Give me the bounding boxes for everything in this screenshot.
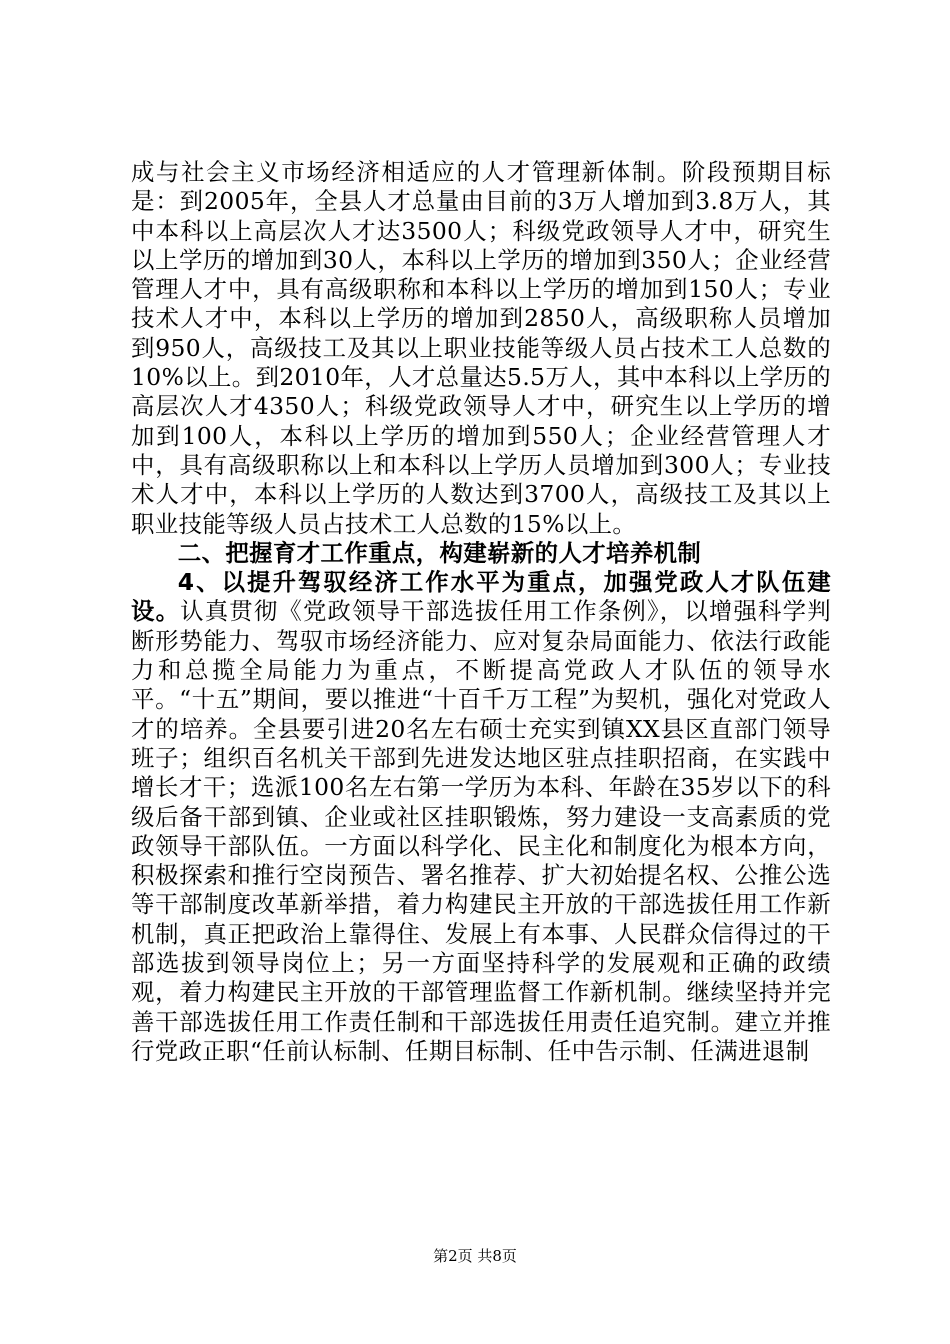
section-heading: 二、把握育才工作重点，构建崭新的人才培养机制: [177, 538, 702, 567]
paragraph-lead-heading: 4、以提升驾驭经济工作水平为重点，加强党政人才队伍建设。: [131, 568, 831, 626]
body-paragraph: 成与社会主义市场经济相适应的人才管理新体制。阶段预期目标是：到2005年，全县人才总量由目前的3万人增加到3.8万人，其中本科以上高层次人才达3500人；科级党政领导人才中，研究生以上学历的增加到30人，本科以上学历的增加到350人；企业经营管理人才中，具有高级职称和本科以上学历的增加到150人；专业技术人才中，本科以上学历的增加到2850人，高级职称人员增加到950人，高级技工及其以上职业技能等级人员占技术工人总数的10%以上。到2010年，人才总量达5.5万人，其中本科以上学历的高层次人才4350人；科级党政领导人才中，研究生以上学历的增加到100人，本科以上学历的增加到550人；企业经营管理人才中，具有高级职称以上和本科以上学历人员增加到300人；专业技术人才中，本科以上学历的人数达到3700人，高级技工及其以上职业技能等级人员占技术工人总数的15%以上。: [131, 158, 831, 538]
paragraph-body-text: 认真贯彻《党政领导干部选拔任用工作条例》，以增强科学判断形势能力、驾驭市场经济能力、应对复杂局面能力、依法行政能力和总揽全局能力为重点，不断提高党政人才队伍的领导水平。“十五”期间，要以推进“十百千万工程”为契机，强化对党政人才的培养。全县要引进20名左右硕士充实到镇XX县区直部门领导班子；组织百名机关干部到先进发达地区驻点挂职招商，在实践中增长才干；选派100名左右第一学历为本科、年龄在35岁以下的科级后备干部到镇、企业或社区挂职锻炼，努力建设一支高素质的党政领导干部队伍。一方面以科学化、民主化和制度化为根本方向，积极探索和推行空岗预告、署名推荐、扩大初始提名权、公推公选等干部制度改革新举措，着力构建民主开放的干部选拔任用工作新机制，真正把政治上靠得住、发展上有本事、人民群众信得过的干部选拔到领导岗位上；另一方面坚持科学的发展观和正确的政绩观，着力构建民主开放的干部管理监督工作新机制。继续坚持并完善干部选拔任用工作责任制和干部选拔任用责任追究制。建立并推行党政正职“任前认标制、任期目标制、任中告示制、任满进退制: [131, 597, 831, 1065]
body-paragraph-section-4: [131, 568, 831, 1066]
page-footer: 第2页 共8页: [433, 1247, 517, 1265]
document-body: [131, 158, 831, 1066]
